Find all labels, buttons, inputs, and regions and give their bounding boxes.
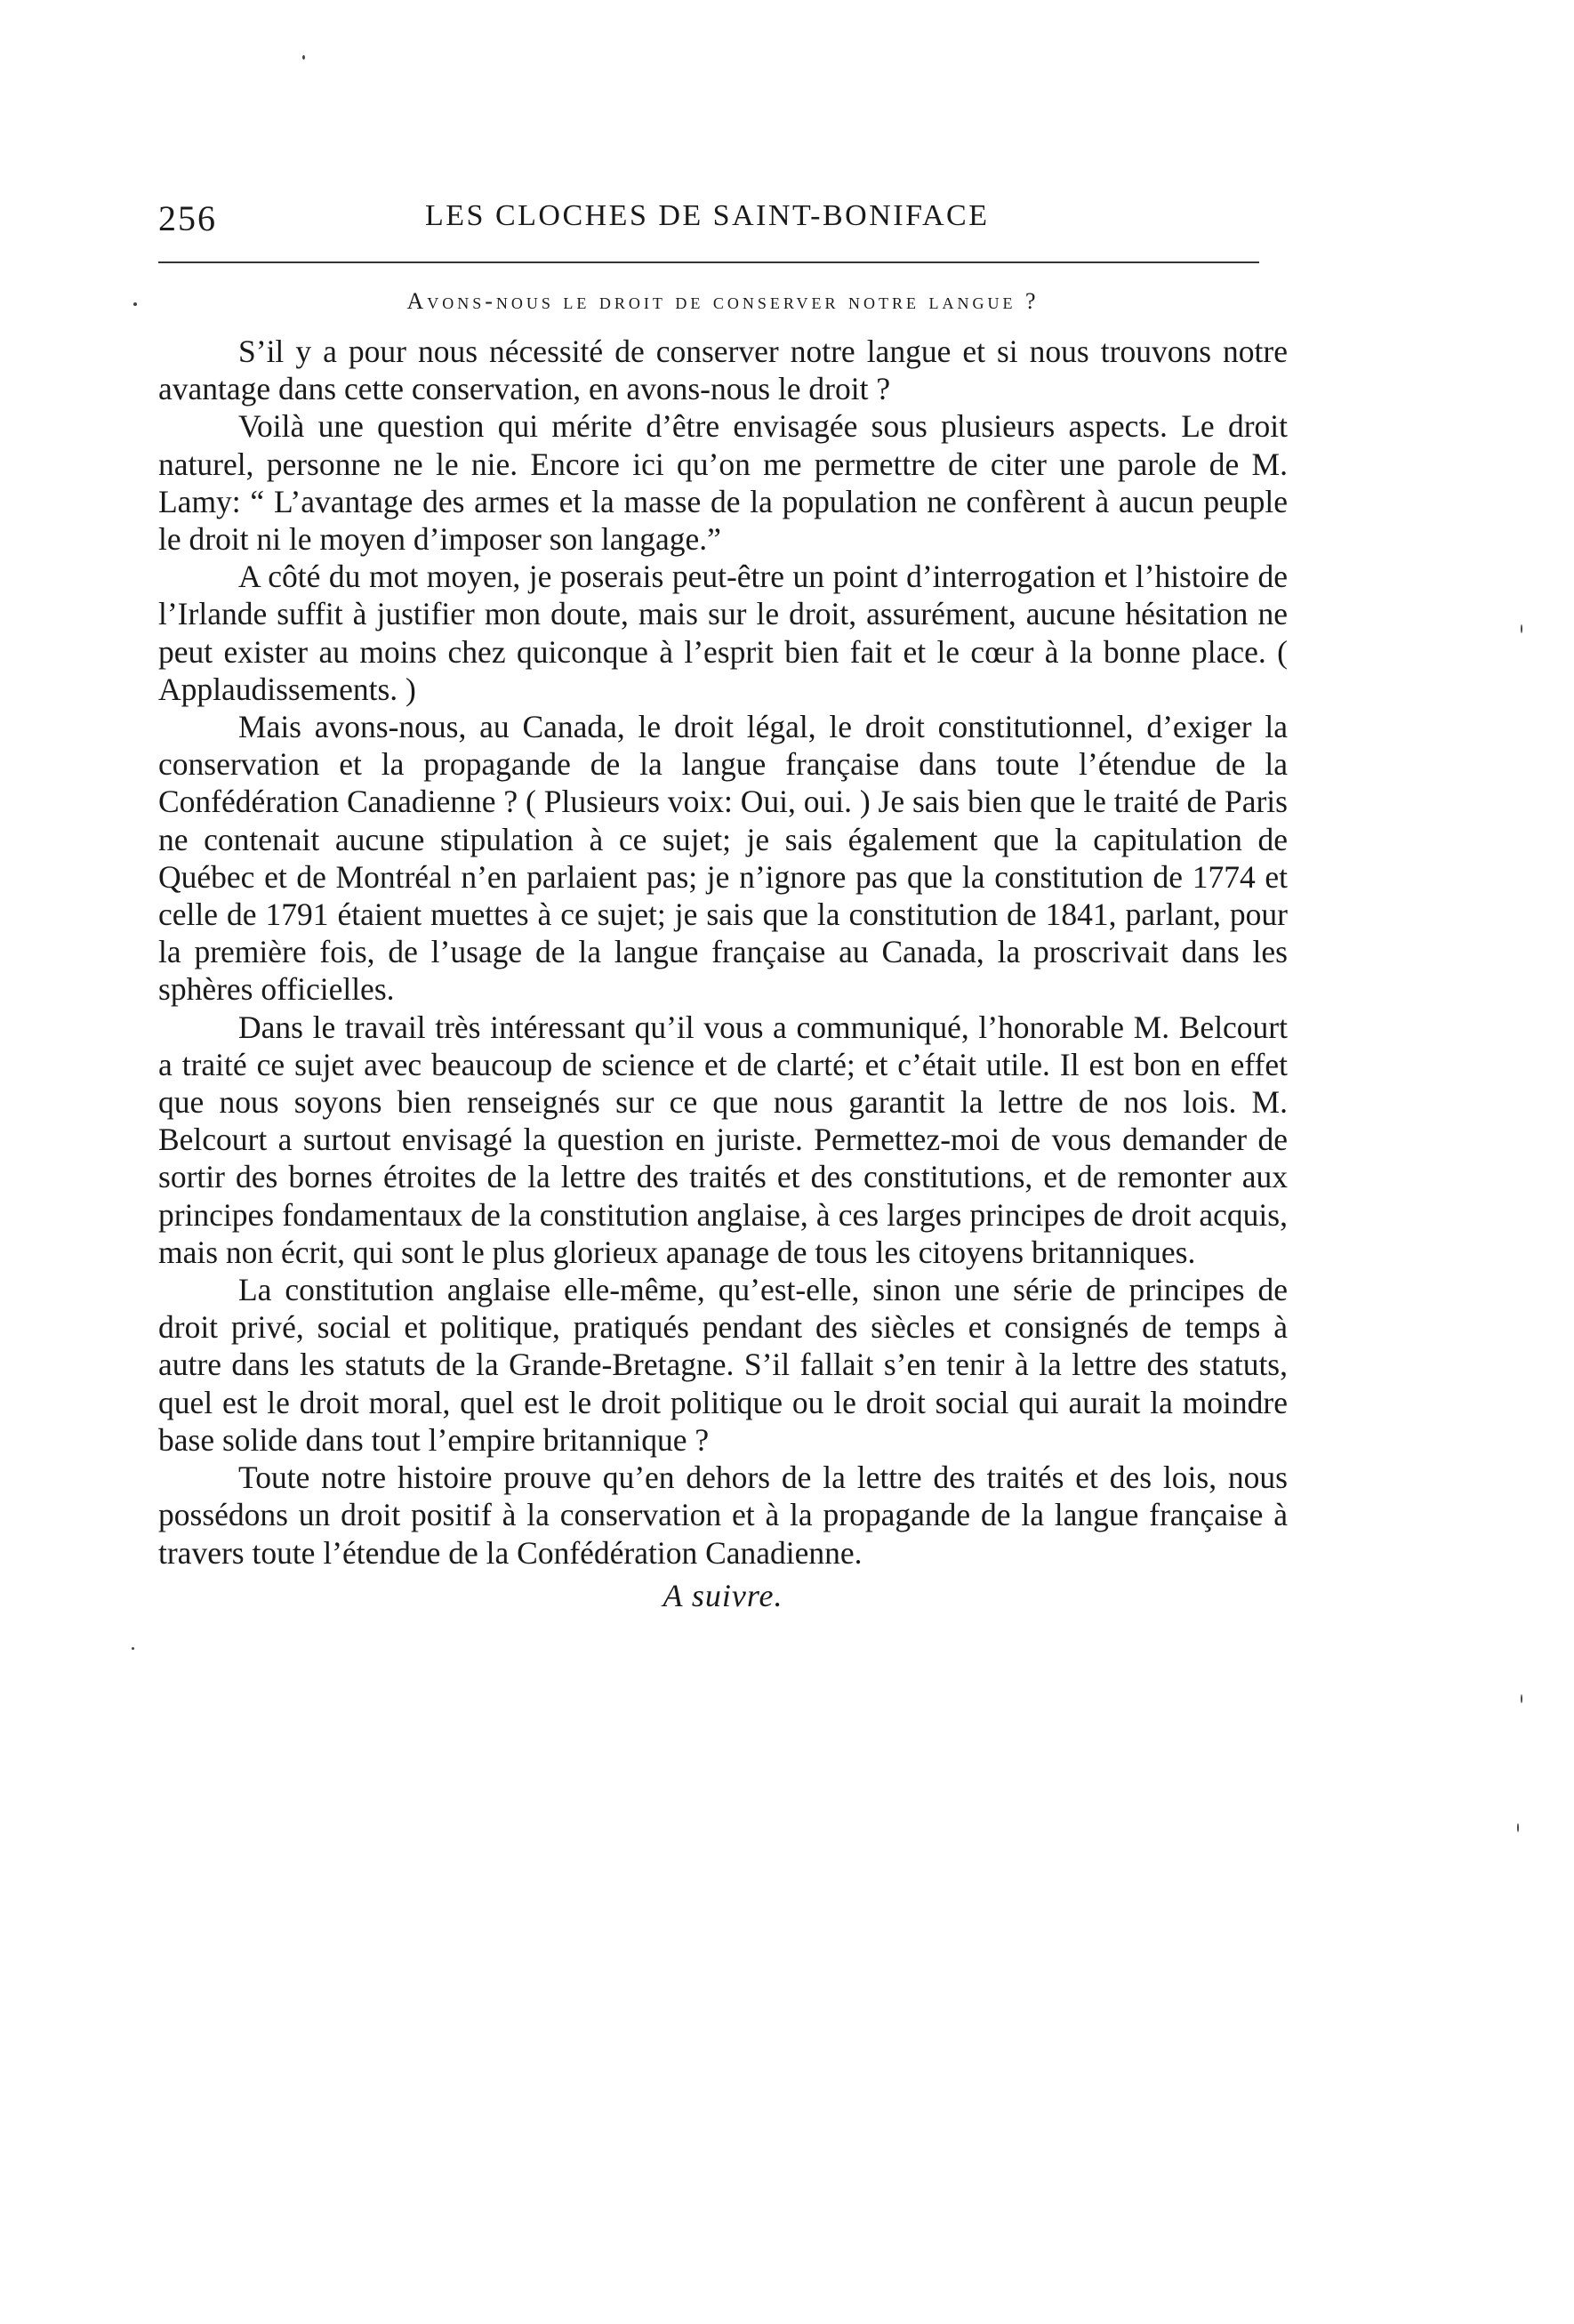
page-number: 256 (158, 198, 217, 238)
scan-speck (1517, 1823, 1519, 1832)
scan-speck (1521, 624, 1522, 633)
paragraph: Voilà une question qui mérite d’être envisagée sous plusieurs aspects. Le droit naturel, personne ne le nie. Encore ici qu’on me permettre de citer une parole de M. Lamy: “ L’avantage des armes et la masse de la population ne confèrent à aucun peuple le droit ni le moyen d’imposer son langage.” (158, 408, 1288, 558)
header-rule (158, 261, 1259, 263)
running-head (158, 197, 1288, 247)
paragraph: S’il y a pour nous nécessité de conserver notre langue et si nous trouvons notre avantage dans cette conservation, en avons-nous le droit ? (158, 334, 1288, 407)
paragraph: La constitution anglaise elle-même, qu’est-elle, sinon une série de principes de droit privé, social et politique, pratiqués pendant des siècles et consignés de temps à autre dans les statuts de la Grande-Bretagne. S’il fallait s’en tenir à la lettre des statuts, quel est le droit moral, quel est le droit politique ou le droit social qui aurait la moindre base solide dans tout l’empire britannique ? (158, 1272, 1288, 1458)
to-be-continued: A suivre. (663, 1577, 783, 1613)
scan-speck (132, 1647, 134, 1650)
scan-speck (1521, 1694, 1522, 1703)
paragraph: A côté du mot moyen, je poserais peut-être un point d’interrogation et l’histoire de l’Irlande suffit à justifier mon doute, mais sur le droit, assurément, aucune hésitation ne peut exister au moins chez quiconque à l’esprit bien fait et le cœur à la bonne place. ( Applaudissements. ) (158, 559, 1288, 707)
paragraph: Mais avons-nous, au Canada, le droit légal, le droit constitutionnel, d’exiger la conservation et la propagande de la langue française dans toute l’étendue de la Confédération Canadienne ? ( Plusieurs voix: Oui, oui. ) Je sais bien que le traité de Paris ne contenait aucune stipulation à ce sujet; je sais également que la capitulation de Québec et de Montréal n’en parlaient pas; je n’ignore pas que la constitution de 1774 et celle de 1791 étaient muettes à ce sujet; je sais que la constitution de 1841, parlant, pour la première fois, de l’usage de la langue française au Canada, la proscrivait dans les sphères officielles. (158, 709, 1288, 1008)
paragraph: Toute notre histoire prouve qu’en dehors de la lettre des traités et des lois, nous possédons un droit positif à la conservation et à la propagande de la langue française à travers toute l’étendue de la Confédération Canadienne. (158, 1460, 1288, 1571)
book-page (158, 197, 1288, 1614)
running-title: LES CLOCHES DE SAINT-BONIFACE (425, 199, 990, 232)
scan-speck (133, 302, 137, 306)
scan-speck (302, 55, 305, 60)
article-body (158, 333, 1288, 1572)
paragraph: Dans le travail très intéressant qu’il vous a communiqué, l’honorable M. Belcourt a traité ce sujet avec beaucoup de science et de clarté; et c’était utile. Il est bon en effet que nous soyons bien renseignés sur ce que nous garantit la lettre de nos lois. M. Belcourt a surtout envisagé la question en juriste. Permettez-moi de vous demander de sortir des bornes étroites de la lettre des traités et des constitutions, et de remonter aux principes fondamentaux de la constitution anglaise, à ces larges principes de droit acquis, mais non écrit, qui sont le plus glorieux apanage de tous les citoyens britanniques. (158, 1009, 1288, 1270)
section-title: Avons-nous le droit de conserver notre langue ? (406, 288, 1040, 314)
